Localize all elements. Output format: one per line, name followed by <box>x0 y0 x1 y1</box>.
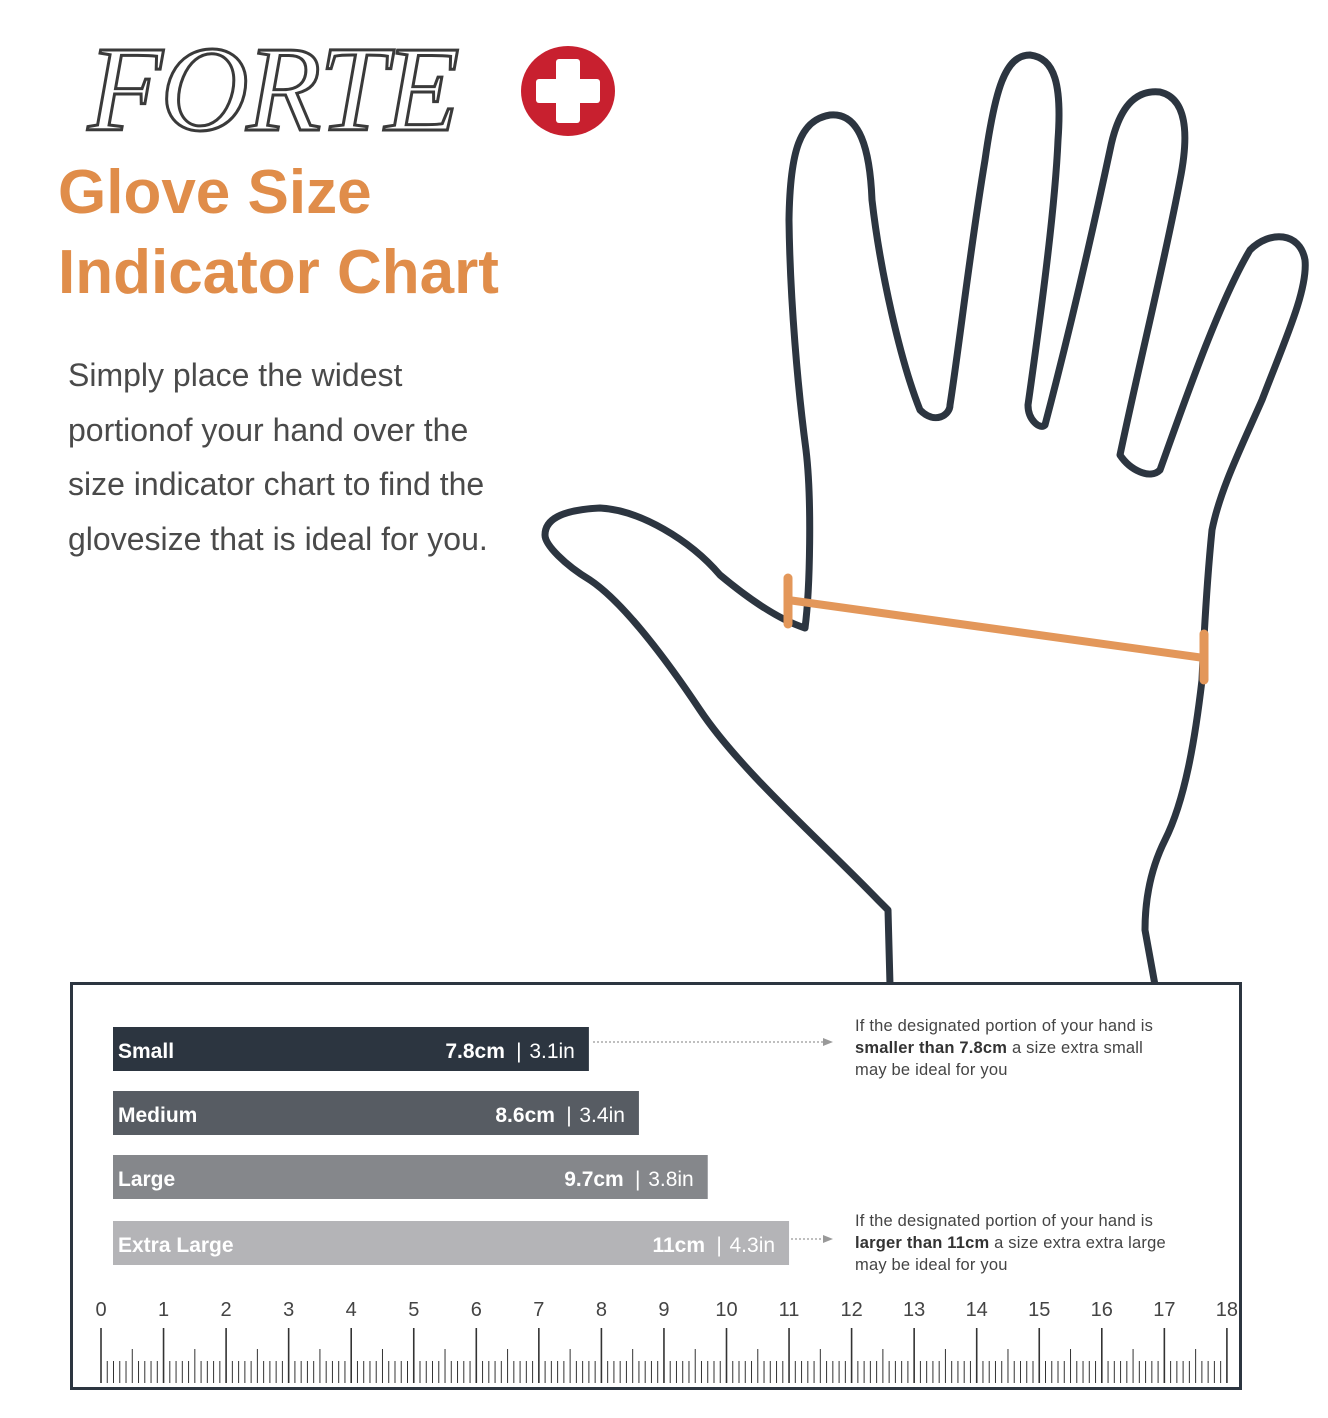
axis-tick-label: 0 <box>95 1299 107 1321</box>
small-note-line3: may be ideal for you <box>855 1061 1008 1079</box>
size-bar-label: Extra Large <box>118 1234 234 1257</box>
size-bar-separator: | <box>635 1168 641 1191</box>
large-note-line3: may be ideal for you <box>855 1256 1008 1274</box>
note-arrow-head <box>823 1038 833 1046</box>
logo-text: FORTE <box>88 22 458 157</box>
large-size-note <box>855 1210 1166 1276</box>
axis-tick-label: 13 <box>903 1299 926 1321</box>
hand-outline-illustration <box>530 40 1328 990</box>
size-bar-inch-label: 3.4in <box>579 1104 625 1127</box>
size-bar-separator: | <box>566 1104 572 1127</box>
size-bar-cm-label: 7.8cm <box>445 1040 505 1063</box>
axis-tick-label: 7 <box>533 1299 545 1321</box>
size-bar-cm-label: 11cm <box>652 1234 706 1257</box>
small-note-bold: smaller than 7.8cm <box>855 1039 1008 1057</box>
small-note-line1: If the designated portion of your hand is <box>855 1017 1154 1035</box>
axis-tick-label: 9 <box>658 1299 670 1321</box>
axis-tick-label: 14 <box>965 1299 988 1321</box>
instructions-text: Simply place the widest portionof your hand over the size indicator chart to find the glovesize that is ideal for you. <box>68 357 488 557</box>
large-note-line1: If the designated portion of your hand is <box>855 1212 1154 1230</box>
small-note-line2 <box>855 1037 1153 1059</box>
axis-tick-label: 15 <box>1028 1299 1051 1321</box>
size-bar-label: Large <box>118 1168 176 1191</box>
size-bar-inch-label: 3.1in <box>529 1040 575 1063</box>
size-bar-label: Medium <box>118 1104 198 1127</box>
size-bar-cm-label: 9.7cm <box>564 1168 624 1191</box>
note-arrow-head <box>823 1235 833 1243</box>
size-bar-inch-label: 4.3in <box>729 1234 776 1257</box>
axis-tick-label: 12 <box>840 1299 863 1321</box>
size-bar-separator: | <box>716 1234 722 1257</box>
axis-tick-label: 5 <box>408 1299 420 1321</box>
size-bar-inch-label: 3.8in <box>648 1168 694 1191</box>
large-note-bold: larger than 11cm <box>855 1234 990 1252</box>
axis-tick-label: 3 <box>283 1299 295 1321</box>
axis-tick-label: 11 <box>778 1299 800 1321</box>
size-bar-label: Small <box>118 1040 175 1063</box>
small-note-rest: a size extra small <box>1007 1039 1144 1057</box>
page-title-line1: Glove Size <box>58 158 372 227</box>
size-chart-panel <box>70 982 1242 1390</box>
size-bar-separator: | <box>516 1040 522 1063</box>
axis-tick-label: 10 <box>715 1299 738 1321</box>
small-size-note <box>855 1015 1153 1081</box>
axis-tick-label: 6 <box>470 1299 482 1321</box>
page-title-line2: Indicator Chart <box>58 238 499 307</box>
large-note-line2 <box>855 1232 1166 1254</box>
large-note-rest: a size extra extra large <box>989 1234 1166 1252</box>
axis-tick-label: 4 <box>345 1299 357 1321</box>
axis-tick-label: 2 <box>220 1299 232 1321</box>
axis-tick-label: 16 <box>1090 1299 1113 1321</box>
size-bar-cm-label: 8.6cm <box>495 1104 555 1127</box>
axis-tick-label: 8 <box>595 1299 607 1321</box>
axis-tick-label: 18 <box>1215 1299 1239 1321</box>
axis-tick-label: 17 <box>1153 1299 1176 1321</box>
axis-tick-label: 1 <box>157 1299 170 1321</box>
